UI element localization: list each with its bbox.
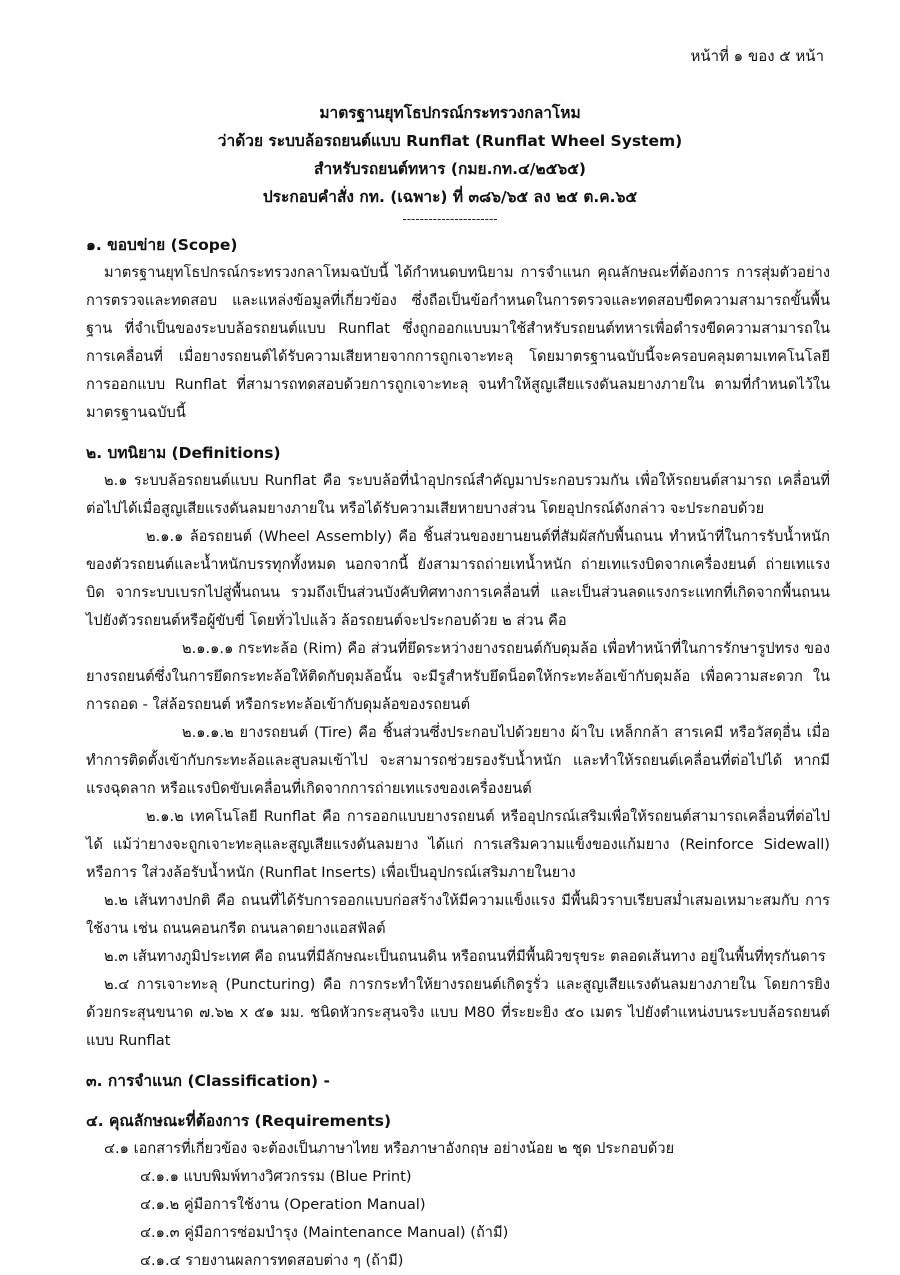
title-line-1: มาตรฐานยุทโธปกรณ์กระทรวงกลาโหม	[319, 104, 581, 122]
requirement-item: ๔.๑.๑ แบบพิมพ์ทางวิศวกรรม (Blue Print)	[140, 1168, 412, 1185]
section-1-heading: ๑. ขอบข่าย (Scope)	[86, 236, 238, 254]
section-2-heading: ๒. บทนิยาม (Definitions)	[86, 444, 281, 462]
definition-2-1-1-2: ๒.๑.๑.๒ ยางรถยนต์ (Tire) คือ ชิ้นส่วนซึ่งประกอบไปด้วยยาง ผ้าใบ เหล็กกล้า สารเคมี หรือวัสดุอื่น เมื่อทำการติดตั้งเข้ากับกระทะล้อและสูบลมเข้าไป จะสามารถช่วยรองรับน้ำหนัก และทำให้รถยนต์เคลื่อนที่ต่อไปได้ หากมีแรงฉุดลาก หรือแรงบิดขับเคลื่อนที่เกิดจากการถ่ายเทแรงของเครื่องยนต์	[86, 724, 830, 797]
definition-2-2: ๒.๒ เส้นทางปกติ คือ ถนนที่ได้รับการออกแบบก่อสร้างให้มีความแข็งแรง มีพื้นผิวราบเรียบสม่ำเสมอเหมาะสมกับ การใช้งาน เช่น ถนนคอนกรีต ถนนลาดยางแอสฟัลต์	[86, 892, 830, 937]
section-4-heading: ๔. คุณลักษณะที่ต้องการ (Requirements)	[86, 1112, 392, 1130]
definition-2-1: ๒.๑ ระบบล้อรถยนต์แบบ Runflat คือ ระบบล้อที่นำอุปกรณ์สำคัญมาประกอบรวมกัน เพื่อให้รถยนต์สามารถ เคลื่อนที่ต่อไปได้เมื่อสูญเสียแรงดันลมยางภายใน หรือได้รับความเสียหายบางส่วน โดยอุปกรณ์ดังกล่าว จะประกอบด้วย	[86, 472, 830, 517]
definition-2-4: ๒.๔ การเจาะทะลุ (Puncturing) คือ การกระทำให้ยางรถยนต์เกิดรูรั่ว และสูญเสียแรงดันลมยางภายใน โดยการยิง ด้วยกระสุนขนาด ๗.๖๒ x ๕๑ มม. ชนิดหัวกระสุนจริง แบบ M80 ที่ระยะยิง ๕๐ เมตร ไปยังตำแหน่งบนระบบล้อรถยนต์แบบ Runflat	[86, 976, 830, 1049]
requirement-item: ๔.๑.๓ คู่มือการซ่อมบำรุง (Maintenance Manual) (ถ้ามี)	[140, 1224, 509, 1241]
section-3-heading: ๓. การจำแนก (Classification) -	[86, 1072, 330, 1090]
document-title-block	[0, 99, 900, 227]
definition-2-1-1-1: ๒.๑.๑.๑ กระทะล้อ (Rim) คือ ส่วนที่ยึดระหว่างยางรถยนต์กับดุมล้อ เพื่อทำหน้าที่ในการรักษารูปทรง ของยางรถยนต์ซึ่งในการยึดกระทะล้อให้ติดกับดุมล้อนั้น จะมีรูสำหรับยึดน็อตให้กระทะล้อเข้ากับดุมล้อ เพื่อความสะดวก ในการถอด - ใส่ล้อรถยนต์ หรือกระทะล้อเข้ากับดุมล้อของรถยนต์	[86, 640, 830, 713]
definition-2-1-2: ๒.๑.๒ เทคโนโลยี Runflat คือ การออกแบบยางรถยนต์ หรืออุปกรณ์เสริมเพื่อให้รถยนต์สามารถเคลื่อนที่ต่อไปได้ แม้ว่ายางจะถูกเจาะทะลุและสูญเสียแรงดันลมยาง ได้แก่ การเสริมความแข็งของแก้มยาง (Reinforce Sidewall) หรือการ ใส่วงล้อรับน้ำหนัก (Runflat Inserts) เพื่อเป็นอุปกรณ์เสริมภายในยาง	[86, 808, 830, 881]
title-separator: ----------------------	[402, 212, 498, 226]
requirement-item: ๔.๑.๔ รายงานผลการทดสอบต่าง ๆ (ถ้ามี)	[140, 1252, 404, 1269]
section-1-paragraph: มาตรฐานยุทโธปกรณ์กระทรวงกลาโหมฉบับนี้ ได้กำหนดบทนิยาม การจำแนก คุณลักษณะที่ต้องการ การสุ่มตัวอย่าง การตรวจและทดสอบ และแหล่งข้อมูลที่เกี่ยวข้อง ซึ่งถือเป็นข้อกำหนดในการตรวจและทดสอบขีดความสามารถขั้นพื้นฐาน ที่จำเป็นของระบบล้อรถยนต์แบบ Runflat ซึ่งถูกออกแบบมาใช้สำหรับรถยนต์ทหารเพื่อดำรงขีดความสามารถในการเคลื่อนที่ เมื่อยางรถยนต์ได้รับความเสียหายจากการถูกเจาะทะลุ โดยมาตรฐานฉบับนี้จะครอบคลุมตามเทคโนโลยีการออกแบบ Runflat ที่สามารถทดสอบด้วยการถูกเจาะทะลุ จนทำให้สูญเสียแรงดันลมยางภายใน ตามที่กำหนดไว้ในมาตรฐานฉบับนี้	[86, 264, 830, 421]
title-line-4: ประกอบคำสั่ง กท. (เฉพาะ) ที่ ๓๘๖/๖๕ ลง ๒๕ ต.ค.๖๕	[262, 188, 638, 206]
title-line-2: ว่าด้วย ระบบล้อรถยนต์แบบ Runflat (Runflat Wheel System)	[217, 132, 683, 150]
title-line-3: สำหรับรถยนต์ทหาร (กมย.กท.๔/๒๕๖๕)	[314, 160, 586, 178]
document-body	[86, 231, 830, 1275]
definition-2-3: ๒.๓ เส้นทางภูมิประเทศ คือ ถนนที่มีลักษณะเป็นถนนดิน หรือถนนที่มีพื้นผิวขรุขระ ตลอดเส้นทาง อยู่ในพื้นที่ทุรกันดาร	[104, 948, 826, 965]
definition-2-1-1: ๒.๑.๑ ล้อรถยนต์ (Wheel Assembly) คือ ชิ้นส่วนของยานยนต์ที่สัมผัสกับพื้นถนน ทำหน้าที่ในการรับน้ำหนัก ของตัวรถยนต์และน้ำหนักบรรทุกทั้งหมด นอกจากนี้ ยังสามารถถ่ายเทน้ำหนัก ถ่ายเทแรงบิดจากเครื่องยนต์ ถ่ายเทแรงบิด จากระบบเบรกไปสู่พื้นถนน รวมถึงเป็นส่วนบังคับทิศทางการเคลื่อนที่ และเป็นส่วนลดแรงกระแทกที่เกิดจากพื้นถนน ไปยังตัวรถยนต์หรือผู้ขับขี่ โดยทั่วไปแล้ว ล้อรถยนต์จะประกอบด้วย ๒ ส่วน คือ	[86, 528, 830, 629]
page-number: หน้าที่ ๑ ของ ๕ หน้า	[690, 47, 824, 65]
requirement-item: ๔.๑.๒ คู่มือการใช้งาน (Operation Manual)	[140, 1196, 426, 1213]
requirement-4-1: ๔.๑ เอกสารที่เกี่ยวข้อง จะต้องเป็นภาษาไทย หรือภาษาอังกฤษ อย่างน้อย ๒ ชุด ประกอบด้วย	[104, 1140, 675, 1157]
